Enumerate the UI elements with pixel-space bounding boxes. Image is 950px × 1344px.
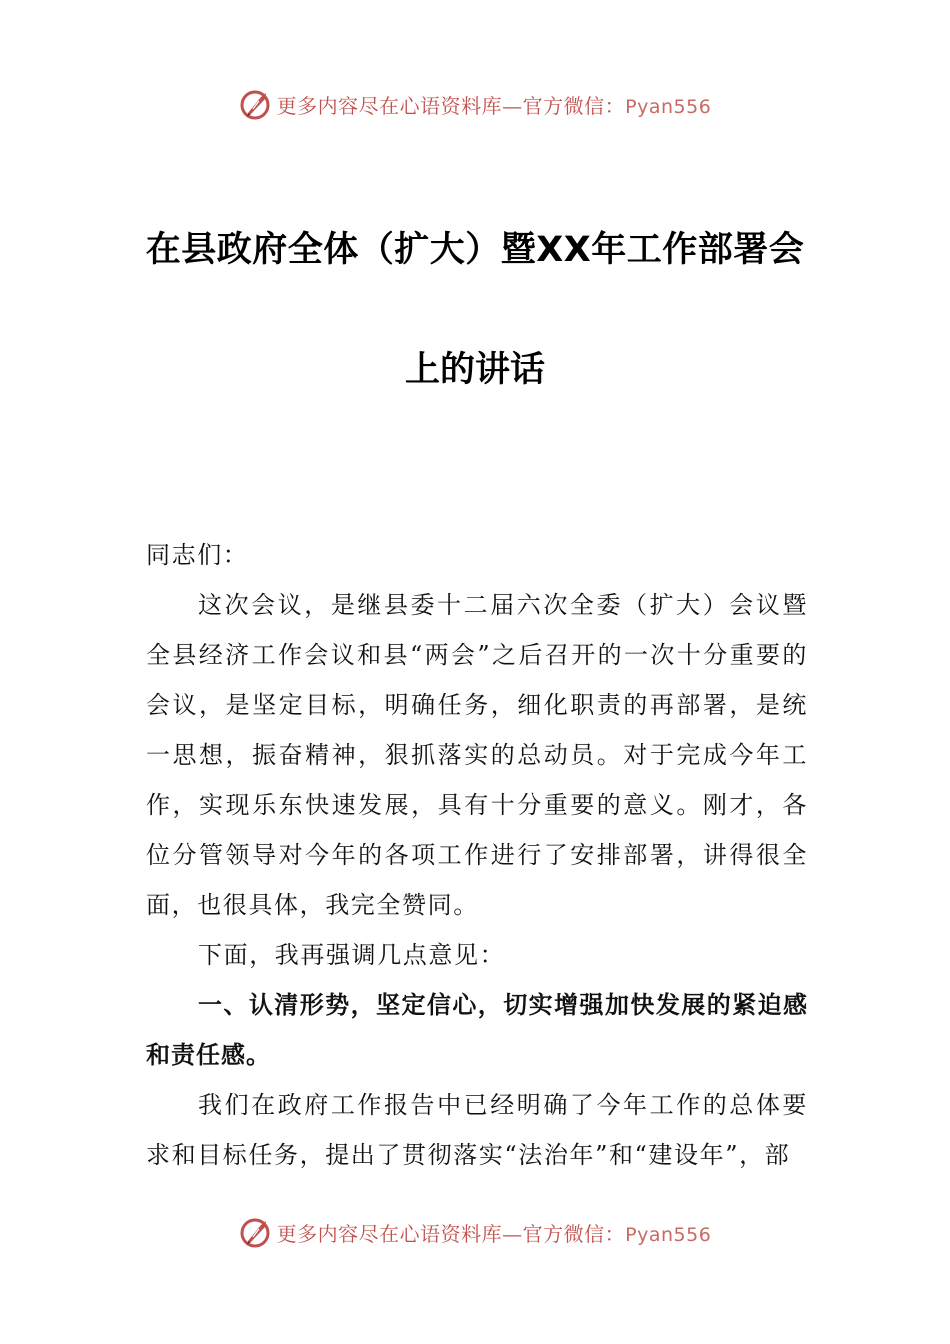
document-title-line-1: 在县政府全体（扩大）暨XX年工作部署会	[145, 230, 805, 270]
watermark-contact-id: Pyan556	[625, 1223, 712, 1246]
section-heading-1: 一、认清形势，坚定信心，切实增强加快发展的紧迫感和责任感。	[146, 991, 808, 1069]
pen-nib-logo-icon	[239, 1215, 273, 1249]
salutation: 同志们：	[146, 541, 249, 569]
watermark-text	[277, 1218, 712, 1247]
watermark-contact-label: 官方微信：	[522, 1221, 626, 1246]
watermark-separator: —	[502, 1221, 523, 1246]
watermark-header	[0, 84, 950, 124]
paragraph-3: 我们在政府工作报告中已经明确了今年工作的总体要求和目标任务，提出了贯彻落实“法治年”和“建设年”，部	[146, 1091, 808, 1169]
paragraph-1: 这次会议，是继县委十二届六次全委（扩大）会议暨全县经济工作会议和县“两会”之后召开的一次十分重要的会议，是坚定目标，明确任务，细化职责的再部署，是统一思想，振奋精神，狠抓落实的总动员。对于完成今年工作，实现乐东快速发展，具有十分重要的意义。刚才，各位分管领导对今年的各项工作进行了安排部署，讲得很全面，也很具体，我完全赞同。	[146, 591, 808, 919]
paragraph-2: 下面，我再强调几点意见：	[198, 941, 506, 969]
watermark-brand: 更多内容尽在心语资料库	[276, 1221, 503, 1246]
watermark-separator: —	[502, 93, 523, 118]
watermark-text	[277, 90, 712, 119]
watermark-contact-label: 官方微信：	[522, 93, 626, 118]
watermark-footer	[0, 1212, 950, 1252]
watermark-brand: 更多内容尽在心语资料库	[276, 93, 503, 118]
pen-nib-logo-icon	[239, 87, 273, 121]
watermark-contact-id: Pyan556	[625, 95, 712, 118]
document-body	[146, 530, 808, 1180]
document-title-line-2: 上的讲话	[404, 350, 545, 390]
